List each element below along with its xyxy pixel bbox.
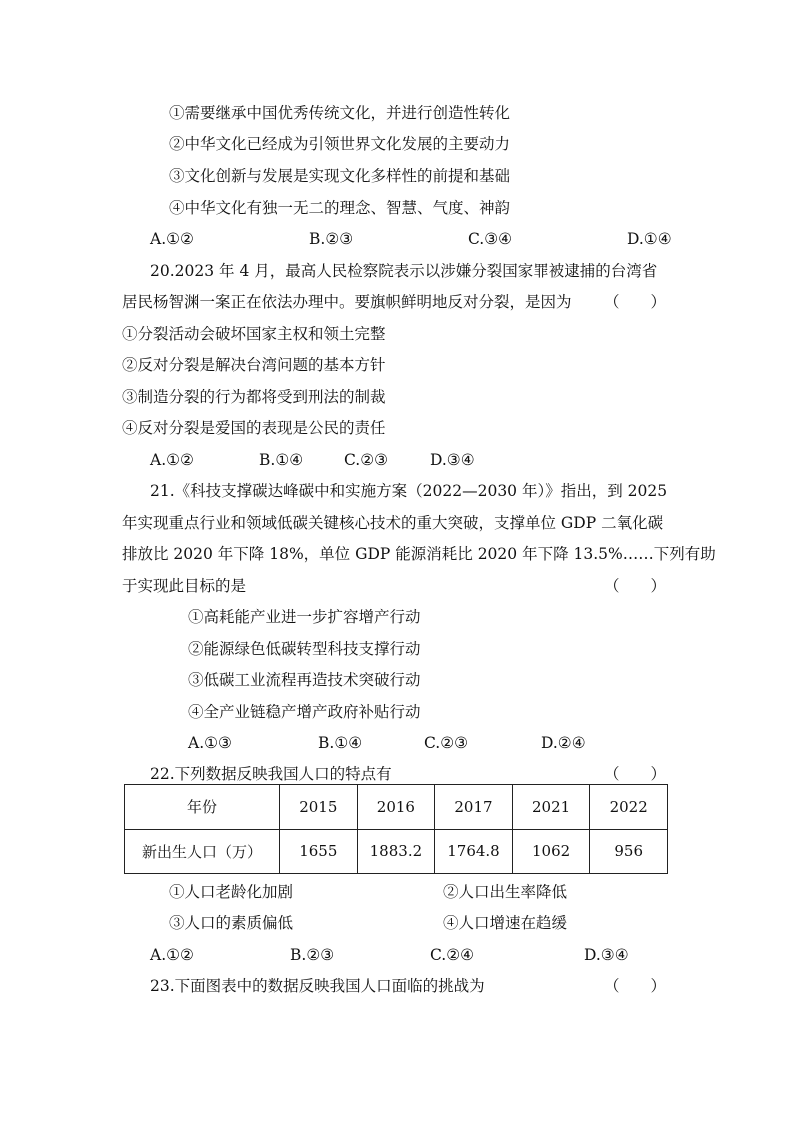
q20-option-a: A.①②	[150, 451, 194, 469]
q21-item-3: ③低碳工业流程再造技术突破行动	[188, 671, 421, 689]
q21-option-b: B.①④	[318, 734, 363, 752]
q22-option-a: A.①②	[150, 946, 194, 964]
q21-item-2: ②能源绿色低碳转型科技支撑行动	[188, 640, 421, 658]
table-row	[125, 829, 668, 874]
q20-option-b: B.①④	[259, 451, 304, 469]
q22-item-2: ②人口出生率降低	[443, 883, 568, 901]
q21-answer-paren: （ ）	[604, 577, 667, 595]
q19-option-c: C.③④	[468, 230, 513, 248]
table-cell: 2022	[590, 785, 668, 830]
q23-answer-paren: （ ）	[604, 977, 667, 995]
q20-stem-line-2: 居民杨智渊一案正在依法办理中。要旗帜鲜明地反对分裂，是因为	[122, 293, 572, 311]
q23-stem: 23.下面图表中的数据反映我国人口面临的挑战为	[150, 977, 485, 995]
table-cell: 2016	[357, 785, 435, 830]
q22-item-4: ④人口增速在趋缓	[443, 914, 568, 932]
q21-stem-line-2: 年实现重点行业和领域低碳关键核心技术的重大突破，支撑单位 GDP 二氧化碳	[122, 514, 664, 532]
q20-option-d: D.③④	[430, 451, 475, 469]
q21-item-4: ④全产业链稳产增产政府补贴行动	[188, 703, 421, 721]
q20-answer-paren: （ ）	[604, 293, 667, 311]
q21-option-c: C.②③	[424, 734, 469, 752]
q20-option-c: C.②③	[344, 451, 389, 469]
q21-stem-line-4: 于实现此目标的是	[122, 577, 247, 595]
q22-option-b: B.②③	[290, 946, 335, 964]
q19-option-d: D.①④	[627, 230, 672, 248]
table-cell: 2015	[280, 785, 358, 830]
q22-answer-paren: （ ）	[604, 765, 667, 783]
q22-option-c: C.②④	[430, 946, 475, 964]
q22-item-1: ①人口老龄化加剧	[169, 883, 294, 901]
q21-option-d: D.②④	[541, 734, 586, 752]
q19-item-4: ④中华文化有独一无二的理念、智慧、气度、神韵	[169, 199, 511, 217]
q19-item-3: ③文化创新与发展是实现文化多样性的前提和基础	[169, 167, 511, 185]
q19-option-b: B.②③	[309, 230, 354, 248]
table-cell: 1883.2	[357, 829, 435, 874]
table-cell: 2017	[435, 785, 513, 830]
q22-stem: 22.下列数据反映我国人口的特点有	[150, 765, 392, 783]
table-cell: 1655	[280, 829, 358, 874]
table-cell: 1764.8	[435, 829, 513, 874]
table-cell: 年份	[125, 785, 280, 830]
q20-stem-line-1: 20.2023 年 4 月，最高人民检察院表示以涉嫌分裂国家罪被逮捕的台湾省	[150, 262, 658, 280]
q21-stem-line-1: 21.《科技支撑碳达峰碳中和实施方案（2022—2030 年）》指出，到 2025	[150, 482, 668, 500]
q22-item-3: ③人口的素质偏低	[169, 914, 294, 932]
q22-option-d: D.③④	[584, 946, 629, 964]
birth-data-table	[124, 784, 668, 874]
table-cell: 1062	[512, 829, 590, 874]
table-cell: 2021	[512, 785, 590, 830]
q20-item-1: ①分裂活动会破坏国家主权和领土完整	[122, 325, 386, 343]
table-cell: 956	[590, 829, 668, 874]
q21-option-a: A.①③	[188, 734, 232, 752]
table-cell: 新出生人口（万）	[125, 829, 280, 874]
q20-item-3: ③制造分裂的行为都将受到刑法的制裁	[122, 388, 386, 406]
q21-stem-line-3: 排放比 2020 年下降 18%，单位 GDP 能源消耗比 2020 年下降 13.5%……下列有助	[122, 545, 716, 563]
table-header-row	[125, 785, 668, 830]
q19-option-a: A.①②	[150, 230, 194, 248]
q20-item-4: ④反对分裂是爱国的表现是公民的责任	[122, 419, 386, 437]
q19-item-1: ①需要继承中国优秀传统文化，并进行创造性转化	[169, 104, 511, 122]
q19-item-2: ②中华文化已经成为引领世界文化发展的主要动力	[169, 135, 511, 153]
q20-item-2: ②反对分裂是解决台湾问题的基本方针	[122, 356, 386, 374]
q21-item-1: ①高耗能产业进一步扩容增产行动	[188, 608, 421, 626]
